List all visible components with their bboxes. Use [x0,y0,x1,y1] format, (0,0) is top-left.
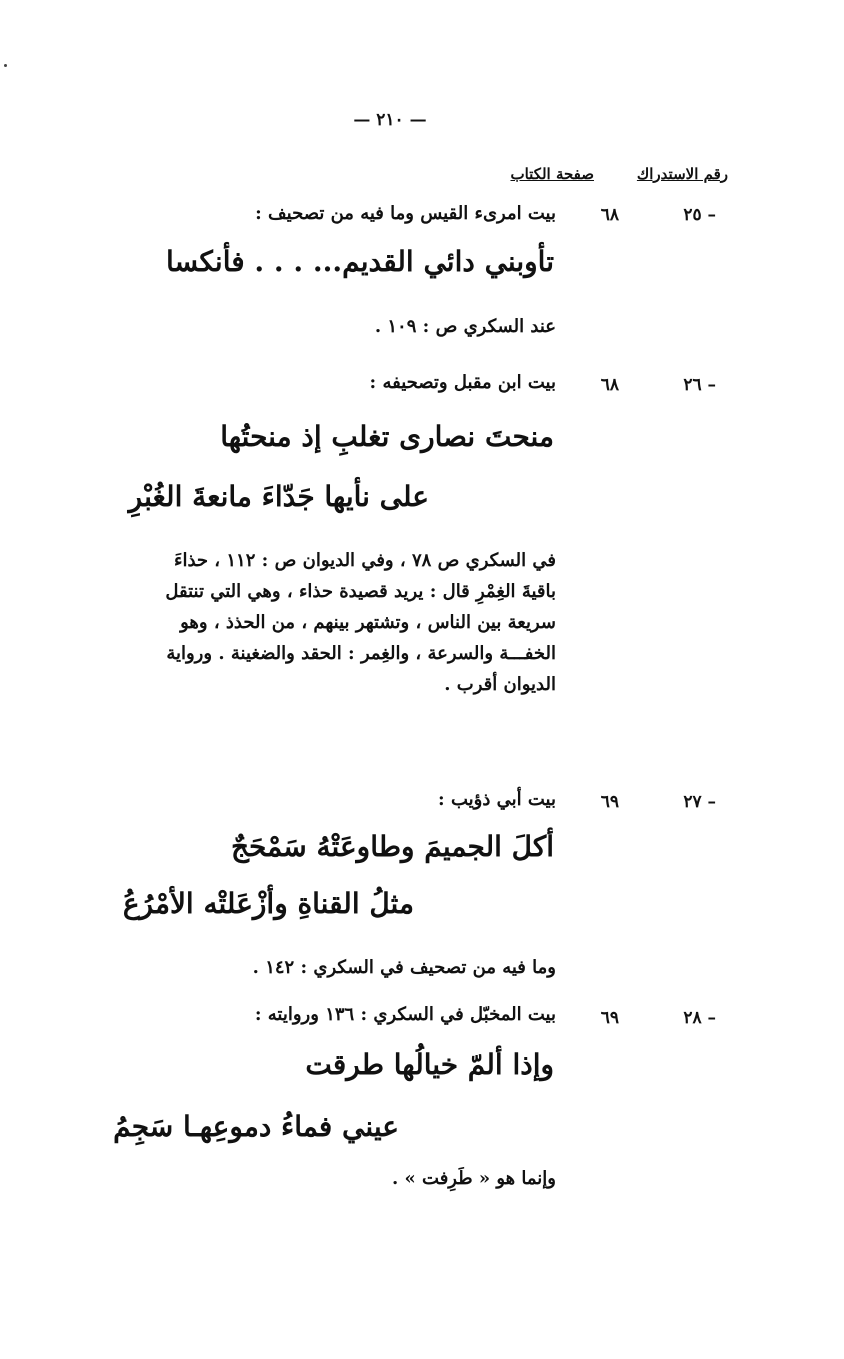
verse-line: منحتَ نصارى تغلبِ إذ منحتُها [220,420,554,453]
entry-page: ٦٨ [600,205,619,225]
entry-number: ٢٦ – [683,375,716,395]
entry-title: بيت المخبّل في السكري : ١٣٦ وروايته : [254,1004,556,1025]
entry-page: ٦٨ [600,375,619,395]
entry-note: عند السكري ص : ١٠٩ . [374,316,556,337]
header-col-number: رقم الاستدراك [636,165,728,183]
entry-page: ٦٩ [600,792,619,812]
entry-title: بيت أبي ذؤيب : [438,789,556,810]
entry-title: بيت امرىء القيس وما فيه من تصحيف : [255,203,556,224]
entry-note: وإنما هو « طَرِفت » . [391,1168,556,1189]
entry-page: ٦٩ [600,1008,619,1028]
commentary-line: في السكري ص ٧٨ ، وفي الديوان ص : ١١٢ ، حذاءَ [173,550,556,571]
page-number: — ٢١٠ — [353,110,427,130]
entry-commentary [66,545,556,700]
verse-line: عيني فماءُ دموعِهـا سَجِمُ [113,1110,399,1143]
entry-number: ٢٨ – [683,1008,716,1028]
verse-line: مثلُ القناةِ وأزْعَلتْه الأمْرُعُ [122,887,414,920]
entry-title: بيت ابن مقبل وتصحيفه : [369,372,556,393]
commentary-line: سريعة بين الناس ، وتشتهر بينهم ، من الحذذ ، وهو [180,612,556,633]
verse-line: وإذا ألمّ خيالُها طرقت [305,1048,554,1081]
header-col-page: صفحة الكتاب [510,165,594,183]
entry-note: وما فيه من تصحيف في السكري : ١٤٢ . [252,957,556,978]
commentary-line: الخفـــة والسرعة ، والغِمر : الحقد والضغينة . ورواية [166,643,556,664]
commentary-line: باقيةَ الغِمْرِ قال : يريد قصيدة حذاء ، وهي التي تنتقل [165,581,556,602]
entry-number: ٢٧ – [683,792,716,812]
verse-line: على نأيها جَدّاءَ مانعةَ الغُبْرِ [128,480,429,513]
verse-line: تأوبني دائي القديم... . . . فأنكسا [165,245,554,278]
verse-line: أكلَ الجميمَ وطاوعَتْهُ سَمْحَجٌ [230,830,554,863]
entry-number: ٢٥ – [683,205,716,225]
scan-speck [4,64,7,67]
commentary-line: الديوان أقرب . [444,674,556,695]
